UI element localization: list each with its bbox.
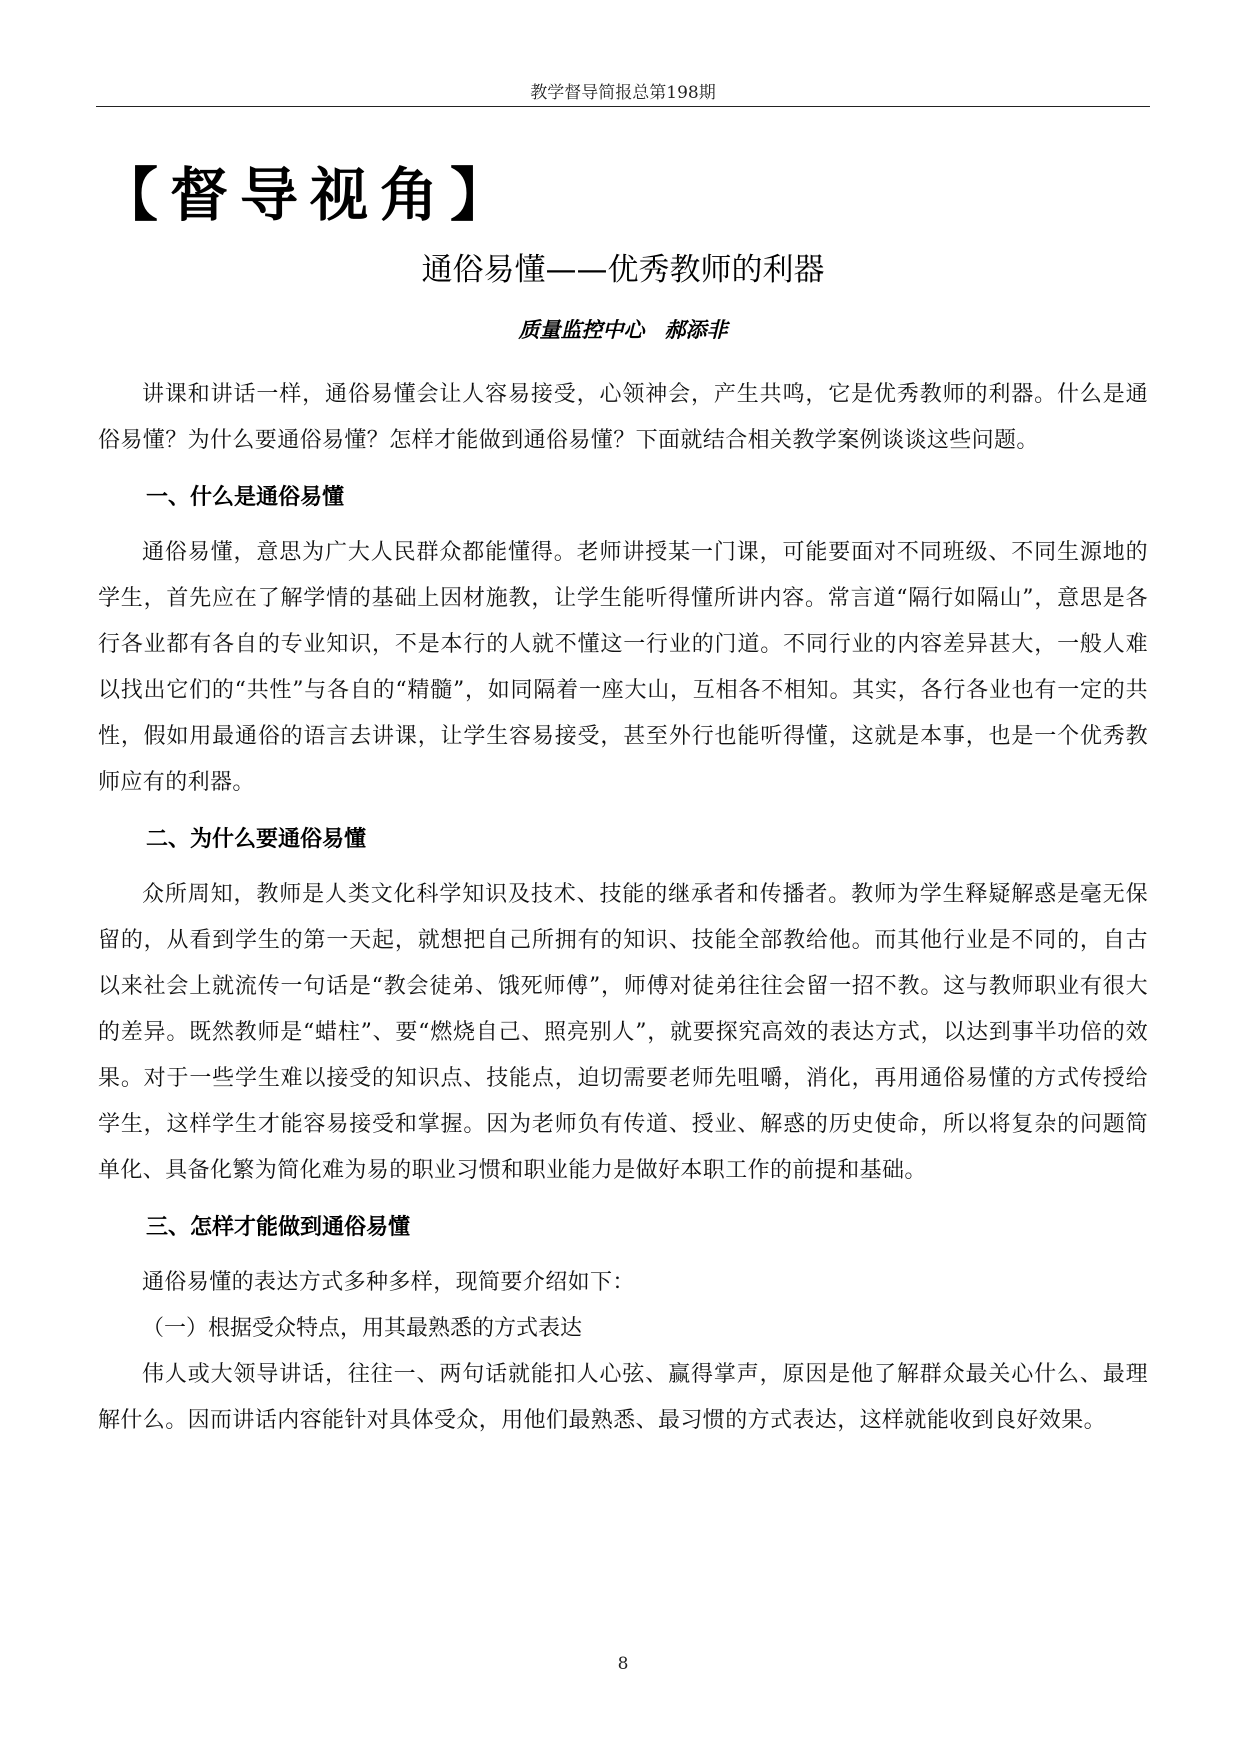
article-body [98,372,1148,1444]
author-name: 郝添非 [664,317,728,342]
author-line [96,314,1150,344]
section-heading-1: 一、什么是通俗易懂 [146,485,345,510]
section-1-paragraph: 通俗易懂，意思为广大人民群众都能懂得。老师讲授某一门课，可能要面对不同班级、不同生源地的学生，首先应在了解学情的基础上因材施教，让学生能听得懂所讲内容。常言道“隔行如隔山”，意思是各行各业都有各自的专业知识，不是本行的人就不懂这一行业的门道。不同行业的内容差异甚大，一般人难以找出它们的“共性”与各自的“精髓”，如同隔着一座大山，互相各不相知。其实，各行各业也有一定的共性，假如用最通俗的语言去讲课，让学生容易接受，甚至外行也能听得懂，这就是本事，也是一个优秀教师应有的利器。 [98,540,1148,795]
article-title: 通俗易懂——优秀教师的利器 [421,252,825,288]
header-divider [96,106,1150,107]
subheading-1: （一）根据受众特点，用其最熟悉的方式表达 [142,1316,583,1341]
section-heading-2: 二、为什么要通俗易懂 [146,827,367,852]
intro-paragraph: 讲课和讲话一样，通俗易懂会让人容易接受，心领神会，产生共鸣，它是优秀教师的利器。什么是通俗易懂？为什么要通俗易懂？怎样才能做到通俗易懂？下面就结合相关教学案例谈谈这些问题。 [98,382,1148,453]
subsection-1-paragraph: 伟人或大领导讲话，往往一、两句话就能扣人心弦、赢得掌声，原因是他了解群众最关心什么、最理解什么。因而讲话内容能针对具体受众，用他们最熟悉、最习惯的方式表达，这样就能收到良好效果。 [98,1362,1148,1433]
section-tag: 【督导视角】 [100,161,521,229]
section-2-paragraph: 众所周知，教师是人类文化科学知识及技术、技能的继承者和传播者。教师为学生释疑解惑是毫无保留的，从看到学生的第一天起，就想把自己所拥有的知识、技能全部教给他。而其他行业是不同的，自古以来社会上就流传一句话是“教会徒弟、饿死师傅”，师傅对徒弟往往会留一招不教。这与教师职业有很大的差异。既然教师是“蜡柱”、要“燃烧自己、照亮别人”，就要探究高效的表达方式，以达到事半功倍的效果。对于一些学生难以接受的知识点、技能点，迫切需要老师先咀嚼，消化，再用通俗易懂的方式传授给学生，这样学生才能容易接受和掌握。因为老师负有传道、授业、解惑的历史使命，所以将复杂的问题简单化、具备化繁为简化难为易的职业习惯和职业能力是做好本职工作的前提和基础。 [98,882,1148,1183]
section-3-paragraph: 通俗易懂的表达方式多种多样，现简要介绍如下： [142,1270,635,1295]
page-number: 8 [617,1654,629,1674]
section-heading-3: 三、怎样才能做到通俗易懂 [146,1215,411,1240]
author-unit: 质量监控中心 [518,317,645,342]
running-header: 教学督导简报总第198期 [530,83,716,103]
